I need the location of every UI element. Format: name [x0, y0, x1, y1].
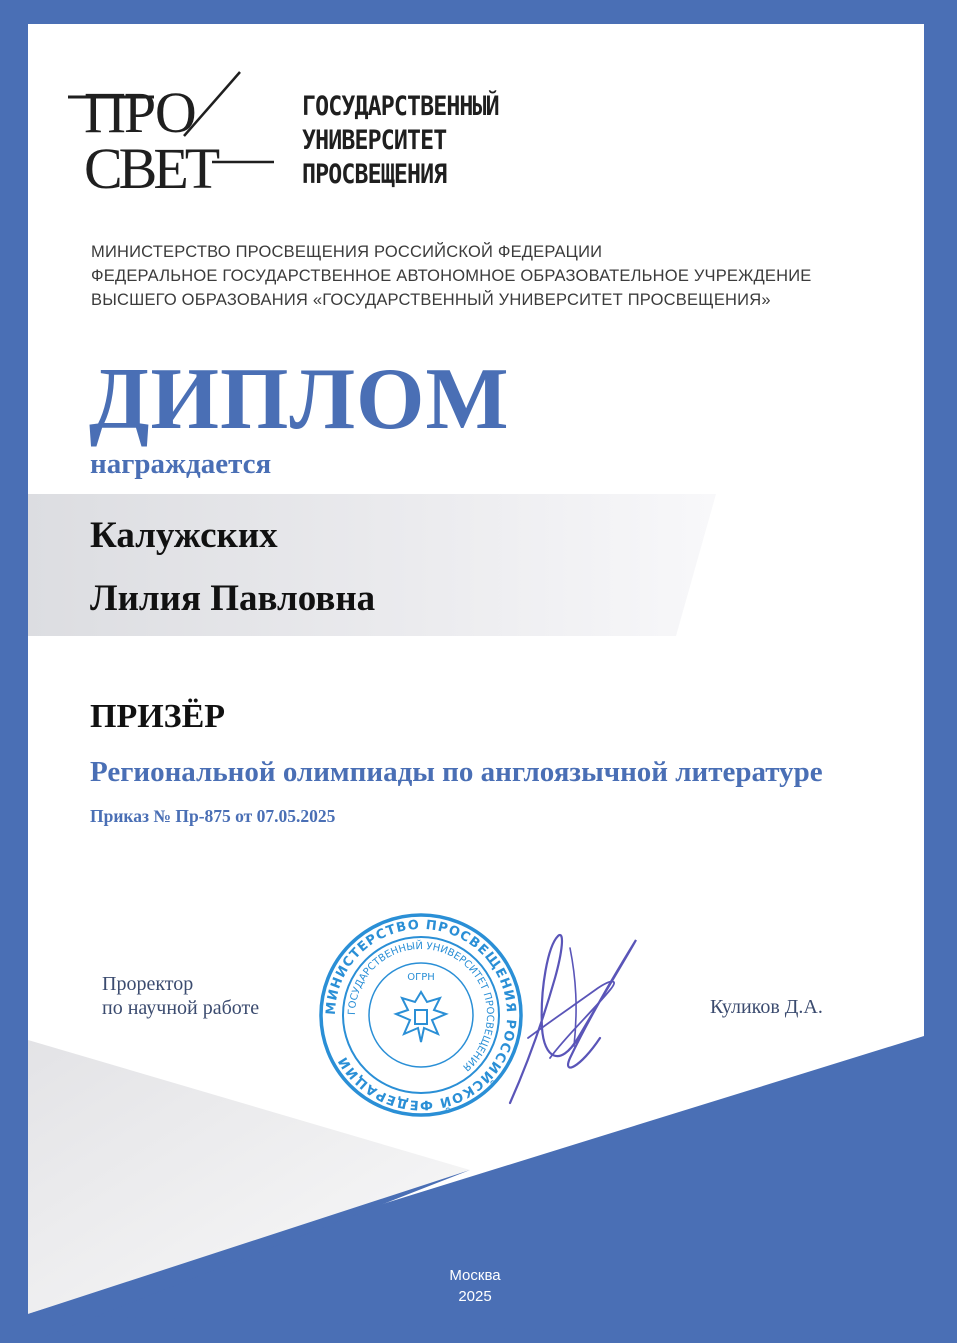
footer-city: Москва: [449, 1267, 501, 1284]
handwritten-signature-icon: [470, 918, 650, 1108]
logo-text-line: ГОСУДАРСТВЕННЫЙ: [302, 91, 499, 122]
signer-name: Куликов Д.А.: [710, 996, 823, 1018]
university-name-logo: [302, 90, 499, 192]
award-status: ПРИЗЁР: [90, 698, 226, 735]
recipient-given-names: Лилия Павловна: [90, 578, 376, 619]
logo-text-line: ПРОСВЕЩЕНИЯ: [302, 159, 447, 190]
ministry-line: ФЕДЕРАЛЬНОЕ ГОСУДАРСТВЕННОЕ АВТОНОМНОЕ ОБРАЗОВАТЕЛЬНОЕ УЧРЕЖДЕНИЕ: [91, 267, 812, 285]
event-name: Региональной олимпиады по англоязычной литературе: [90, 756, 823, 788]
footer-place-date: [400, 1265, 550, 1307]
ministry-line: ВЫСШЕГО ОБРАЗОВАНИЯ «ГОСУДАРСТВЕННЫЙ УНИВЕРСИТЕТ ПРОСВЕЩЕНИЯ»: [91, 291, 771, 309]
prosvet-logo-icon: [62, 66, 282, 196]
ministry-line: МИНИСТЕРСТВО ПРОСВЕЩЕНИЯ РОССИЙСКОЙ ФЕДЕРАЦИИ: [91, 243, 603, 261]
seal-ogrn-label: ОГРН: [407, 972, 435, 983]
seal-inner-text: ГОСУДАРСТВЕННЫЙ УНИВЕРСИТЕТ ПРОСВЕЩЕНИЯ: [346, 940, 496, 1073]
logo-mark-line1: ПРО: [84, 80, 195, 145]
ministry-header: [91, 240, 812, 312]
recipient-surname: Калужских: [90, 515, 278, 556]
awarded-label: награждается: [90, 448, 272, 480]
eagle-emblem-icon: [396, 992, 446, 1042]
logo-mark-line2: СВЕТ: [84, 136, 217, 196]
footer-year: 2025: [458, 1288, 492, 1305]
signer-position-line2: по научной работе: [102, 997, 260, 1019]
diploma-title: ДИПЛОМ: [89, 351, 510, 448]
signer-position: [102, 972, 259, 1020]
signer-position-line1: Проректор: [102, 973, 194, 995]
order-reference: Приказ № Пр-875 от 07.05.2025: [90, 806, 336, 826]
seal-ring-text: МИНИСТЕРСТВО ПРОСВЕЩЕНИЯ РОССИЙСКОЙ ФЕДЕРАЦИИ: [323, 917, 519, 1113]
logo-text-line: УНИВЕРСИТЕТ: [302, 125, 447, 156]
